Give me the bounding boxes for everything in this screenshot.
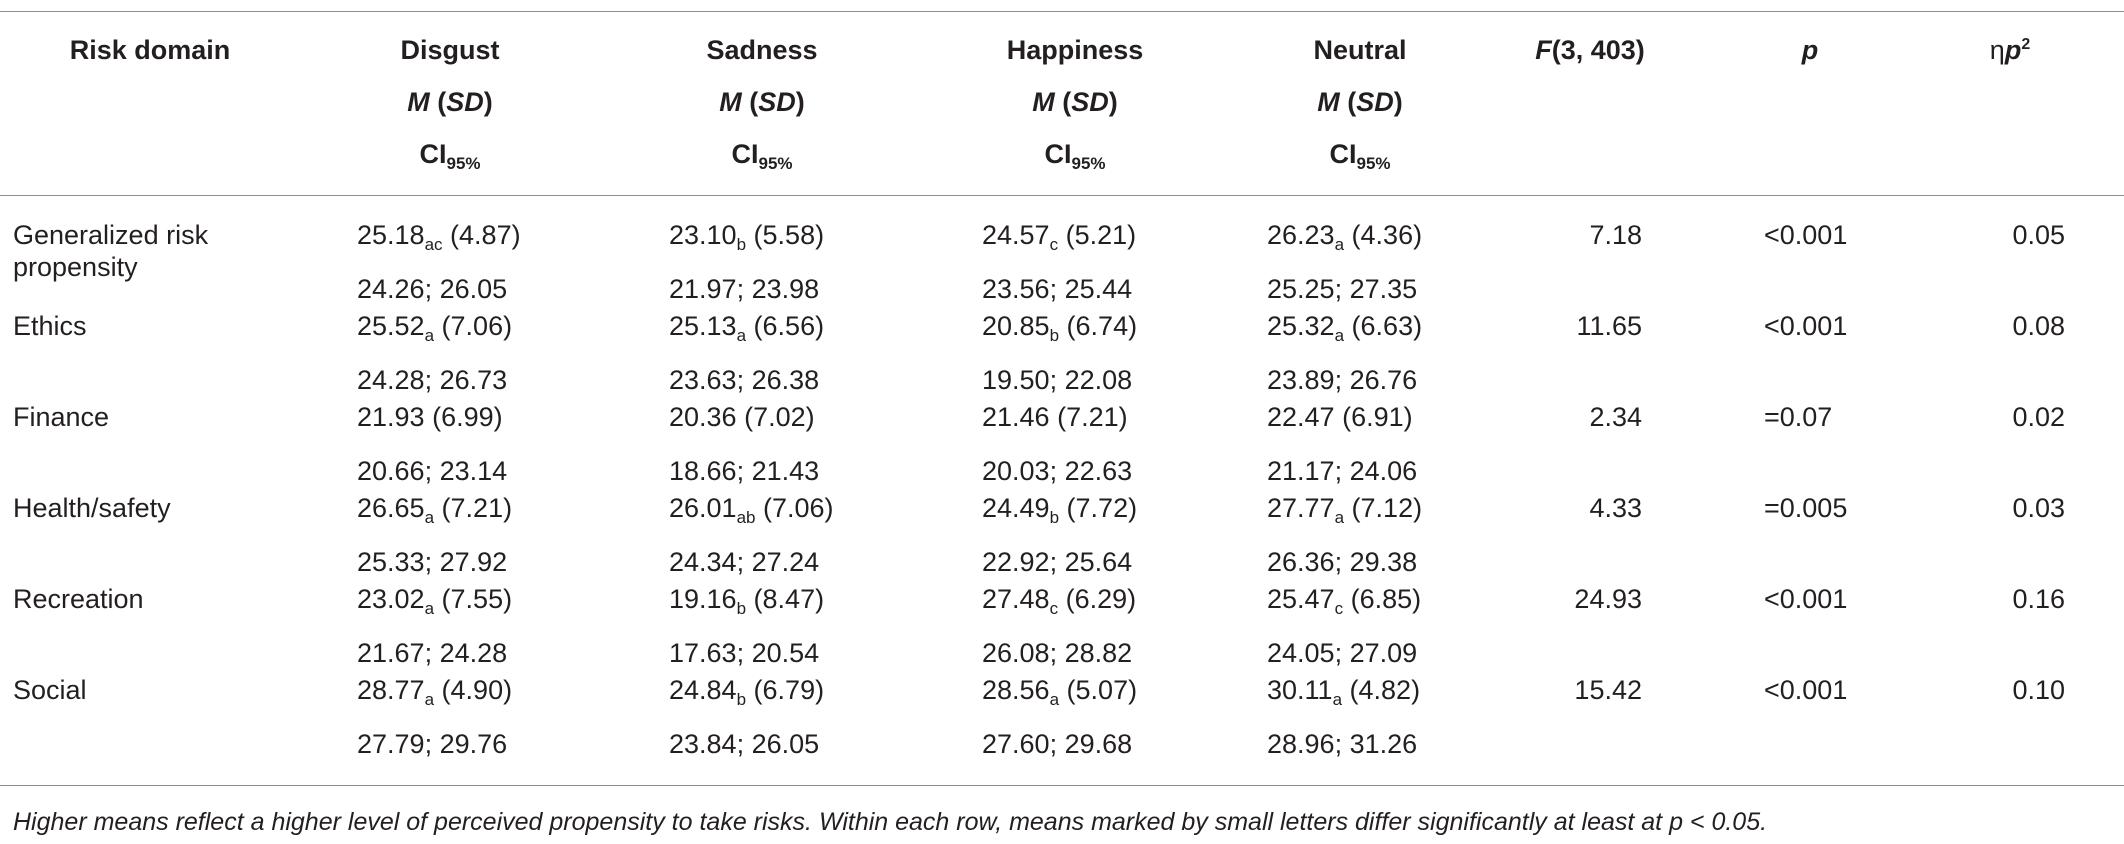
ci-cell: 26.08; 28.82 xyxy=(982,638,1133,668)
p-value-cell: =0.005 xyxy=(1764,493,1848,523)
header-stat-line: M (SD) xyxy=(719,87,805,117)
ci-cell: 24.26; 26.05 xyxy=(357,274,508,304)
table-footnote: Higher means reflect a higher level of perceived propensity to take risks. Within each row, means marked by small letters differ significantly at least at p < 0.05. xyxy=(13,808,1768,836)
ci-cell: 25.33; 27.92 xyxy=(357,547,508,577)
mean-sd-cell: $26.23_a$ (4.36) xyxy=(1267,220,1423,254)
header-condition-name: Sadness xyxy=(706,35,818,65)
header-condition-sadness xyxy=(669,34,855,190)
ci-cell: 18.66; 21.43 xyxy=(669,456,820,486)
mean-sd-cell: 21.46 (7.21) xyxy=(982,402,1128,432)
ci-cell: 26.36; 29.38 xyxy=(1267,547,1418,577)
effect-size-cell: 0.08 xyxy=(2012,311,2065,341)
mean-sd-cell: $28.56_a$ (5.07) xyxy=(982,675,1138,709)
ci-cell: 27.79; 29.76 xyxy=(357,729,508,759)
effect-size-cell: 0.05 xyxy=(2012,220,2065,250)
f-value-cell: 24.93 xyxy=(1574,584,1642,614)
ci-cell: 22.92; 25.64 xyxy=(982,547,1133,577)
header-condition-happiness xyxy=(982,34,1168,190)
mean-sd-cell: $27.77_a$ (7.12) xyxy=(1267,493,1423,527)
header-condition-neutral xyxy=(1267,34,1453,190)
ci-cell: 23.89; 26.76 xyxy=(1267,365,1418,395)
ci-cell: 23.56; 25.44 xyxy=(982,274,1133,304)
effect-size-cell: 0.10 xyxy=(2012,675,2065,705)
ci-cell: 21.17; 24.06 xyxy=(1267,456,1418,486)
table-bottom-rule xyxy=(0,785,2124,786)
header-condition-disgust xyxy=(357,34,543,190)
ci-cell: 23.63; 26.38 xyxy=(669,365,820,395)
row-risk-domain: Social xyxy=(13,675,87,705)
mean-sd-cell: $23.02_a$ (7.55) xyxy=(357,584,513,618)
ci-cell: 27.60; 29.68 xyxy=(982,729,1133,759)
mean-sd-cell: $26.01_{ab}$ (7.06) xyxy=(669,493,834,527)
mean-sd-cell: $25.13_a$ (6.56) xyxy=(669,311,825,345)
mean-sd-cell: $24.49_b$ (7.72) xyxy=(982,493,1138,527)
header-condition-name: Neutral xyxy=(1313,35,1407,65)
mean-sd-cell: 22.47 (6.91) xyxy=(1267,402,1413,432)
ci-cell: 24.28; 26.73 xyxy=(357,365,508,395)
mean-sd-cell: $28.77_a$ (4.90) xyxy=(357,675,513,709)
header-ci-line: $CI_{95\%}$ xyxy=(1044,139,1106,173)
row-risk-domain: Recreation xyxy=(13,584,144,614)
mean-sd-cell: $25.52_a$ (7.06) xyxy=(357,311,513,345)
ci-cell: 20.03; 22.63 xyxy=(982,456,1133,486)
f-value-cell: 15.42 xyxy=(1574,675,1642,705)
mean-sd-cell: $25.32_a$ (6.63) xyxy=(1267,311,1423,345)
header-effect-size: $\eta p^2$ xyxy=(1989,35,2031,65)
row-risk-domain: Health/safety xyxy=(13,493,171,523)
mean-sd-cell: $26.65_a$ (7.21) xyxy=(357,493,513,527)
mean-sd-cell: $23.10_b$ (5.58) xyxy=(669,220,825,254)
p-value-cell: <0.001 xyxy=(1764,675,1848,705)
header-condition-name: Happiness xyxy=(1006,35,1144,65)
effect-size-cell: 0.03 xyxy=(2012,493,2065,523)
header-stat-line: M (SD) xyxy=(1032,87,1118,117)
p-value-cell: =0.07 xyxy=(1764,402,1833,432)
ci-cell: 23.84; 26.05 xyxy=(669,729,820,759)
header-f-statistic: F(3, 403) xyxy=(1535,35,1645,65)
mean-sd-cell: $25.18_{ac}$ (4.87) xyxy=(357,220,521,254)
header-ci-line: $CI_{95\%}$ xyxy=(419,139,481,173)
header-condition-name: Disgust xyxy=(400,35,500,65)
mean-sd-cell: 20.36 (7.02) xyxy=(669,402,815,432)
p-value-cell: <0.001 xyxy=(1764,220,1848,250)
mean-sd-cell: $19.16_b$ (8.47) xyxy=(669,584,825,618)
table-top-rule xyxy=(0,11,2124,12)
row-risk-domain: Ethics xyxy=(13,311,87,341)
mean-sd-cell: $24.57_c$ (5.21) xyxy=(982,220,1137,254)
mean-sd-cell: 21.93 (6.99) xyxy=(357,402,503,432)
ci-cell: 21.97; 23.98 xyxy=(669,274,820,304)
f-value-cell: 11.65 xyxy=(1576,311,1642,341)
header-ci-line: $CI_{95\%}$ xyxy=(1329,139,1391,173)
mean-sd-cell: $24.84_b$ (6.79) xyxy=(669,675,825,709)
ci-cell: 21.67; 24.28 xyxy=(357,638,508,668)
table-header-rule xyxy=(0,195,2124,196)
mean-sd-cell: $25.47_c$ (6.85) xyxy=(1267,584,1422,618)
header-risk-domain: Risk domain xyxy=(69,35,231,65)
mean-sd-cell: $20.85_b$ (6.74) xyxy=(982,311,1138,345)
p-value-cell: <0.001 xyxy=(1764,311,1848,341)
f-value-cell: 4.33 xyxy=(1589,493,1642,523)
mean-sd-cell: $27.48_c$ (6.29) xyxy=(982,584,1137,618)
mean-sd-cell: $30.11_a$ (4.82) xyxy=(1267,675,1421,709)
ci-cell: 25.25; 27.35 xyxy=(1267,274,1418,304)
header-ci-line: $CI_{95\%}$ xyxy=(731,139,793,173)
f-value-cell: 2.34 xyxy=(1589,402,1642,432)
header-stat-line: M (SD) xyxy=(407,87,493,117)
ci-cell: 19.50; 22.08 xyxy=(982,365,1133,395)
header-p-value: p xyxy=(1801,35,1819,65)
row-risk-domain: Finance xyxy=(13,402,110,432)
ci-cell: 17.63; 20.54 xyxy=(669,638,820,668)
effect-size-cell: 0.16 xyxy=(2012,584,2065,614)
ci-cell: 24.05; 27.09 xyxy=(1267,638,1418,668)
ci-cell: 28.96; 31.26 xyxy=(1267,729,1418,759)
f-value-cell: 7.18 xyxy=(1589,220,1642,250)
ci-cell: 20.66; 23.14 xyxy=(357,456,508,486)
ci-cell: 24.34; 27.24 xyxy=(669,547,820,577)
row-risk-domain: Generalized risk propensity xyxy=(13,220,209,282)
p-value-cell: <0.001 xyxy=(1764,584,1848,614)
header-stat-line: M (SD) xyxy=(1317,87,1403,117)
effect-size-cell: 0.02 xyxy=(2012,402,2065,432)
